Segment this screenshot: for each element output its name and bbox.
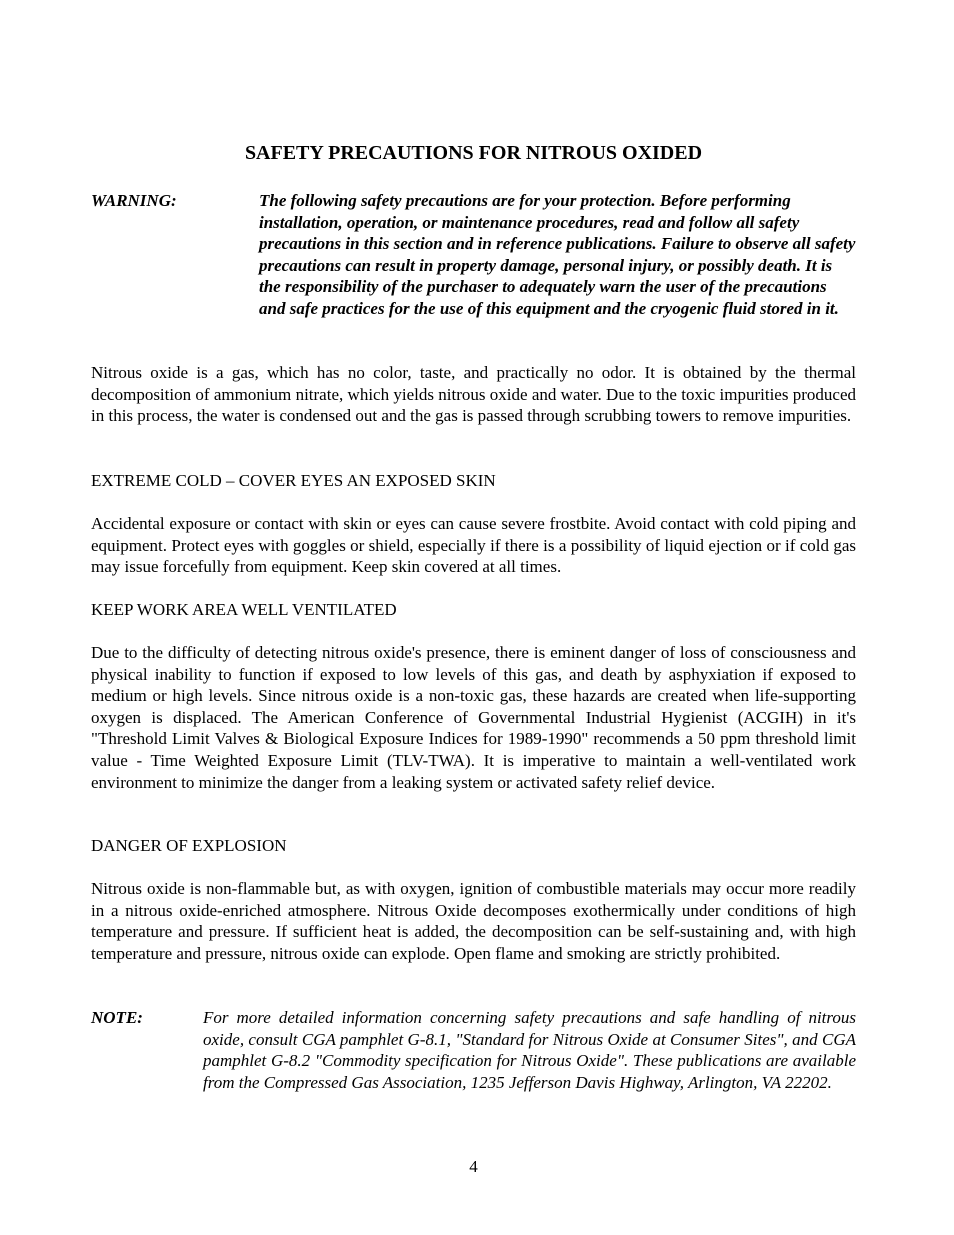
page-title: SAFETY PRECAUTIONS FOR NITROUS OXIDED	[244, 142, 703, 164]
intro-paragraph: Nitrous oxide is a gas, which has no color, taste, and practically no odor. It is obtained by the thermal decomposition of ammonium nitrate, which yields nitrous oxide and water. Due to the toxic impurities produced in this process, the water is condensed out and the gas is passed through scrubbing towers to remove impurities.	[91, 363, 856, 426]
section-heading-explosion: DANGER OF EXPLOSION	[91, 836, 287, 855]
note-label: NOTE:	[91, 1008, 143, 1027]
document-page	[91, 0, 856, 1235]
section-text-ventilation: Due to the difficulty of detecting nitrous oxide's presence, there is eminent danger of loss of consciousness and physical inability to function if exposed to low levels of this gas, and death by asphyxiation if exposed to medium or high levels. Since nitrous oxide is a non-toxic gas, these hazards are created when life-supporting oxygen is displaced. The American Conference of Governmental Industrial Hygienist (ACGIH) in it's "Threshold Limit Valves & Biological Exposure Indices for 1989-1990" recommends a 50 ppm threshold limit value - Time Weighted Exposure Limit (TLV-TWA). It is imperative to maintain a well-ventilated work environment to minimize the danger from a leaking system or activated safety relief device.	[91, 643, 856, 792]
section-heading-ventilation: KEEP WORK AREA WELL VENTILATED	[91, 600, 397, 619]
section-text-extreme-cold: Accidental exposure or contact with skin or eyes can cause severe frostbite. Avoid contact with cold piping and equipment. Protect eyes with goggles or shield, especially if there is a possibility of liquid ejection or if cold gas may issue forcefully from equipment. Keep skin covered at all times.	[91, 514, 856, 577]
warning-label: WARNING:	[91, 191, 177, 210]
section-heading-extreme-cold: EXTREME COLD – COVER EYES AN EXPOSED SKIN	[91, 471, 496, 490]
section-text-explosion: Nitrous oxide is non-flammable but, as with oxygen, ignition of combustible materials may occur more readily in a nitrous oxide-enriched atmosphere. Nitrous Oxide decomposes exothermically under conditions of high temperature and pressure. If sufficient heat is added, the decomposition can be self-sustaining and, with high temperature and pressure, nitrous oxide can explode. Open flame and smoking are strictly prohibited.	[91, 879, 856, 963]
note-text: For more detailed information concerning safety precautions and safe handling of nitrous oxide, consult CGA pamphlet G-8.1, "Standard for Nitrous Oxide at Consumer Sites", and CGA pamphlet G-8.2 "Commodity specification for Nitrous Oxide". These publications are available from the Compressed Gas Association, 1235 Jefferson Davis Highway, Arlington, VA 22202.	[203, 1008, 856, 1092]
warning-text: The following safety precautions are for your protection. Before performing installation, operation, or maintenance procedures, read and follow all safety precautions in this section and in reference publications. Failure to observe all safety precautions can result in property damage, personal injury, or possibly death. It is the responsibility of the purchaser to adequately warn the user of the precautions and safe practices for the use of this equipment and the cryogenic fluid stored in it.	[259, 191, 856, 318]
page-number: 4	[469, 1157, 478, 1176]
